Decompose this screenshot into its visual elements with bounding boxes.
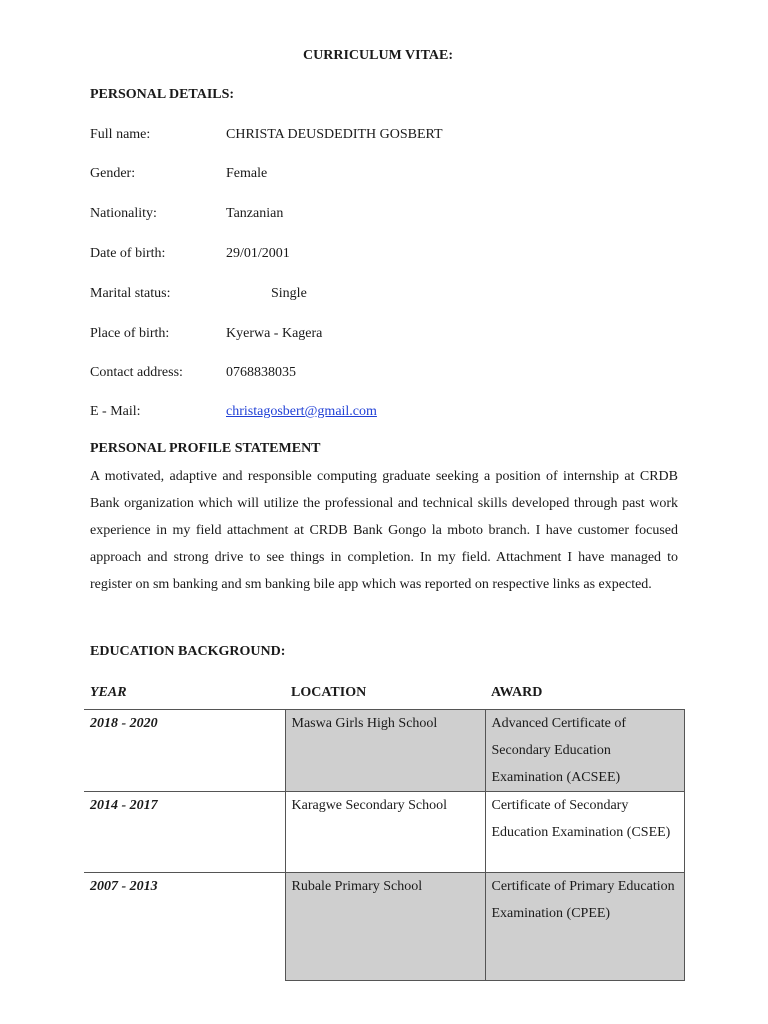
document-title: CURRICULUM VITAE: <box>303 48 453 63</box>
row-award: Certificate of Secondary Education Examination (CSEE) <box>485 792 685 873</box>
field-value-marital-status: Single <box>271 286 307 301</box>
field-label-gender: Gender: <box>90 166 136 181</box>
education-table <box>84 680 685 981</box>
table-row <box>84 792 685 873</box>
table-row <box>84 873 685 981</box>
education-heading: EDUCATION BACKGROUND: <box>90 644 286 659</box>
field-value-date-of-birth: 29/01/2001 <box>226 246 290 261</box>
field-value-place-of-birth: Kyerwa - Kagera <box>226 326 323 341</box>
field-label-date-of-birth: Date of birth: <box>90 246 166 261</box>
field-label-contact-address: Contact address: <box>90 365 183 380</box>
column-header-award: AWARD <box>491 685 543 700</box>
row-year: 2018 - 2020 <box>84 710 285 792</box>
field-value-full-name: CHRISTA DEUSDEDITH GOSBERT <box>226 127 443 142</box>
row-award: Certificate of Primary Education Examination (CPEE) <box>485 873 685 981</box>
row-year: 2007 - 2013 <box>84 873 285 981</box>
field-label-email: E - Mail: <box>90 404 141 419</box>
field-value-nationality: Tanzanian <box>226 206 284 221</box>
field-label-full-name: Full name: <box>90 127 151 142</box>
field-value-contact-address: 0768838035 <box>226 365 296 380</box>
row-location: Maswa Girls High School <box>285 710 485 792</box>
row-year: 2014 - 2017 <box>84 792 285 873</box>
field-label-marital-status: Marital status: <box>90 286 171 301</box>
field-label-place-of-birth: Place of birth: <box>90 326 170 341</box>
field-label-nationality: Nationality: <box>90 206 157 221</box>
row-award: Advanced Certificate of Secondary Education Examination (ACSEE) <box>485 710 685 792</box>
column-header-year: YEAR <box>90 685 127 700</box>
field-value-gender: Female <box>226 166 268 181</box>
row-location: Karagwe Secondary School <box>285 792 485 873</box>
personal-details-heading: PERSONAL DETAILS: <box>90 87 235 102</box>
profile-statement: A motivated, adaptive and responsible computing graduate seeking a position of internship at CRDB Bank organization which will utilize the professional and technical skills developed through past work experience in my field attachment at CRDB Bank Gongo la mboto branch. I have customer focused approach and strong drive to see things in completion. In my field. Attachment I have managed to register on sm banking and sm banking bile app which was reported on respective links as expected. <box>90 469 678 592</box>
email-link[interactable]: christagosbert@gmail.com <box>226 404 377 419</box>
row-location: Rubale Primary School <box>285 873 485 981</box>
table-row <box>84 710 685 792</box>
profile-heading: PERSONAL PROFILE STATEMENT <box>90 441 321 456</box>
column-header-location: LOCATION <box>291 685 367 700</box>
